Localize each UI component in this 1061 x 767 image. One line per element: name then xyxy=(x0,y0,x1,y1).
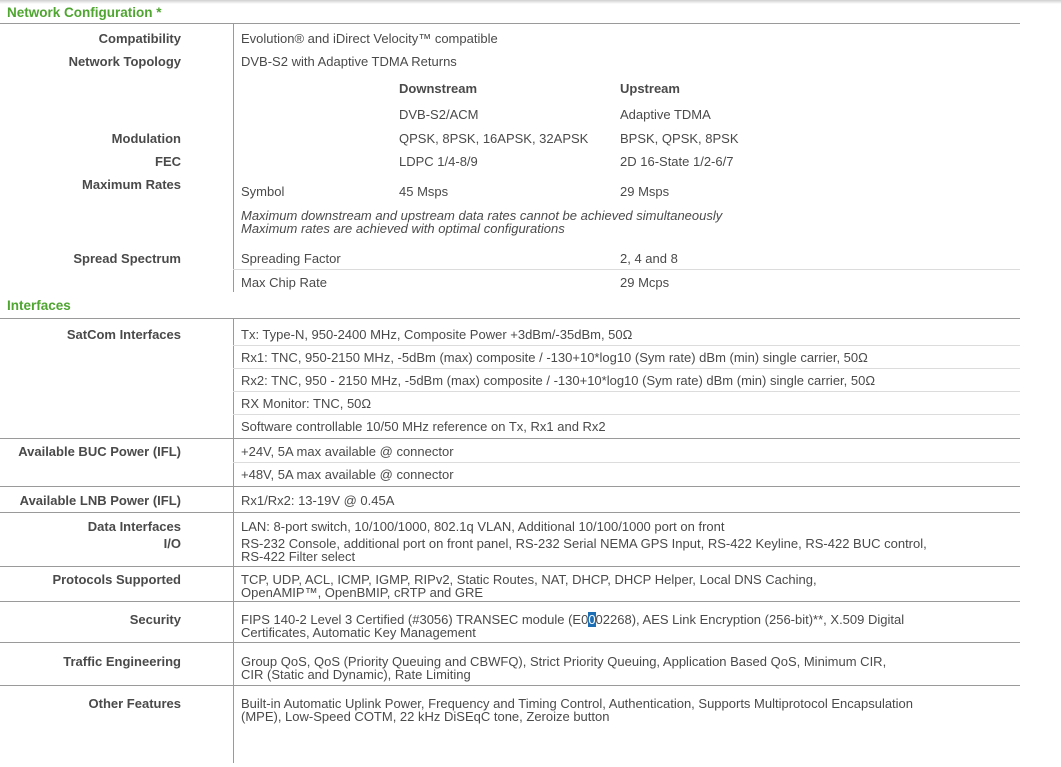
column-divider-network xyxy=(233,24,234,292)
value-protocols-line1: TCP, UDP, ACL, ICMP, IGMP, RIPv2, Static Routes, NAT, DHCP, DHCP Helper, Local DNS Caching, xyxy=(241,572,817,587)
value-satcom-rx2: Rx2: TNC, 950 - 2150 MHz, -5dBm (max) composite / -130+10*log10 (Sym rate) dBm (min) single carrier, 50Ω xyxy=(241,373,876,388)
label-satcom-interfaces: SatCom Interfaces xyxy=(66,327,181,342)
value-spreading-factor-label: Spreading Factor xyxy=(241,251,341,266)
value-satcom-rx1: Rx1: TNC, 950-2150 MHz, -5dBm (max) composite / -130+10*log10 (Sym rate) dBm (min) single carrier, 50Ω xyxy=(241,350,868,365)
value-security-line2: Certificates, Automatic Key Management xyxy=(241,625,476,640)
value-max-chip-rate: 29 Mcps xyxy=(620,275,670,290)
text-selection-highlight[interactable]: 0 xyxy=(588,612,596,627)
security-text-c: 02268), AES Link Encryption (256-bit)**, X.509 Digital xyxy=(595,612,905,627)
row-separator xyxy=(233,269,1020,270)
value-traffic-line2: CIR (Static and Dynamic), Rate Limiting xyxy=(241,667,471,682)
value-io-line1: RS-232 Console, additional port on front panel, RS-232 Serial NEMA GPS Input, RS-422 Keyline, RS-422 BUC control, xyxy=(241,536,927,551)
label-fec: FEC xyxy=(155,154,181,169)
column-divider-interfaces xyxy=(233,319,234,763)
label-network-topology: Network Topology xyxy=(68,54,181,69)
value-scheme-upstream: Adaptive TDMA xyxy=(620,107,711,122)
value-spreading-factor: 2, 4 and 8 xyxy=(620,251,678,266)
label-buc-power: Available BUC Power (IFL) xyxy=(18,444,181,459)
header-downstream: Downstream xyxy=(399,81,478,96)
row-separator xyxy=(233,368,1020,369)
value-buc-power-48v: +48V, 5A max available @ connector xyxy=(241,467,454,482)
section-title-interfaces: Interfaces xyxy=(7,298,71,313)
value-network-topology: DVB-S2 with Adaptive TDMA Returns xyxy=(241,54,457,69)
value-lnb-power: Rx1/Rx2: 13-19V @ 0.45A xyxy=(241,493,395,508)
security-text-a: FIPS 140-2 Level 3 Certified (#3056) TRANSEC module (E0 xyxy=(241,612,589,627)
label-compatibility: Compatibility xyxy=(98,31,181,46)
row-separator xyxy=(233,414,1020,415)
value-data-interfaces: LAN: 8-port switch, 10/100/1000, 802.1q VLAN, Additional 10/100/1000 port on front xyxy=(241,519,725,534)
value-other-line2: (MPE), Low-Speed COTM, 22 kHz DiSEqC tone, Zeroize button xyxy=(241,709,610,724)
row-rule xyxy=(0,438,1020,439)
label-traffic-engineering: Traffic Engineering xyxy=(63,654,181,669)
value-symbol-upstream: 29 Msps xyxy=(620,184,670,199)
label-security: Security xyxy=(129,612,181,627)
value-satcom-tx: Tx: Type-N, 950-2400 MHz, Composite Power +3dBm/-35dBm, 50Ω xyxy=(241,327,633,342)
label-data-interfaces: Data Interfaces xyxy=(87,519,181,534)
section-title-network: Network Configuration * xyxy=(7,5,162,20)
row-rule xyxy=(0,601,1020,602)
label-spread-spectrum: Spread Spectrum xyxy=(73,251,181,266)
value-io-line2: RS-422 Filter select xyxy=(241,549,356,564)
value-compatibility: Evolution® and iDirect Velocity™ compatible xyxy=(241,31,498,46)
value-symbol-downstream: 45 Msps xyxy=(399,184,449,199)
row-rule xyxy=(0,642,1020,643)
section-rule-network xyxy=(0,23,1020,24)
row-separator xyxy=(233,462,1020,463)
value-other-line1: Built-in Automatic Uplink Power, Frequency and Timing Control, Authentication, Supports Multiprotocol Encapsulation xyxy=(241,696,914,711)
row-rule xyxy=(0,685,1020,686)
label-maximum-rates: Maximum Rates xyxy=(82,177,181,192)
value-buc-power-24v: +24V, 5A max available @ connector xyxy=(241,444,454,459)
row-rule xyxy=(0,512,1020,513)
top-divider xyxy=(0,0,1061,4)
row-separator xyxy=(233,345,1020,346)
value-satcom-reference: Software controllable 10/50 MHz reference on Tx, Rx1 and Rx2 xyxy=(241,419,606,434)
value-scheme-downstream: DVB-S2/ACM xyxy=(399,107,479,122)
label-lnb-power: Available LNB Power (IFL) xyxy=(19,493,181,508)
section-rule-interfaces xyxy=(0,318,1020,319)
note-rates-simultaneous: Maximum downstream and upstream data rates cannot be achieved simultaneously xyxy=(241,208,723,223)
note-rates-optimal: Maximum rates are achieved with optimal configurations xyxy=(241,221,565,236)
value-fec-downstream: LDPC 1/4-8/9 xyxy=(399,154,478,169)
value-symbol-label: Symbol xyxy=(241,184,285,199)
label-protocols: Protocols Supported xyxy=(52,572,181,587)
header-upstream: Upstream xyxy=(620,81,680,96)
value-satcom-rx-monitor: RX Monitor: TNC, 50Ω xyxy=(241,396,372,411)
value-max-chip-rate-label: Max Chip Rate xyxy=(241,275,327,290)
label-other-features: Other Features xyxy=(88,696,181,711)
row-rule xyxy=(0,566,1020,567)
label-modulation: Modulation xyxy=(111,131,181,146)
value-modulation-upstream: BPSK, QPSK, 8PSK xyxy=(620,131,739,146)
value-traffic-line1: Group QoS, QoS (Priority Queuing and CBWFQ), Strict Priority Queuing, Application Based QoS, Minimum CIR, xyxy=(241,654,887,669)
value-protocols-line2: OpenAMIP™, OpenBMIP, cRTP and GRE xyxy=(241,585,484,600)
row-separator xyxy=(233,391,1020,392)
value-modulation-downstream: QPSK, 8PSK, 16APSK, 32APSK xyxy=(399,131,589,146)
value-fec-upstream: 2D 16-State 1/2-6/7 xyxy=(620,154,734,169)
row-rule xyxy=(0,486,1020,487)
label-io: I/O xyxy=(163,536,181,551)
